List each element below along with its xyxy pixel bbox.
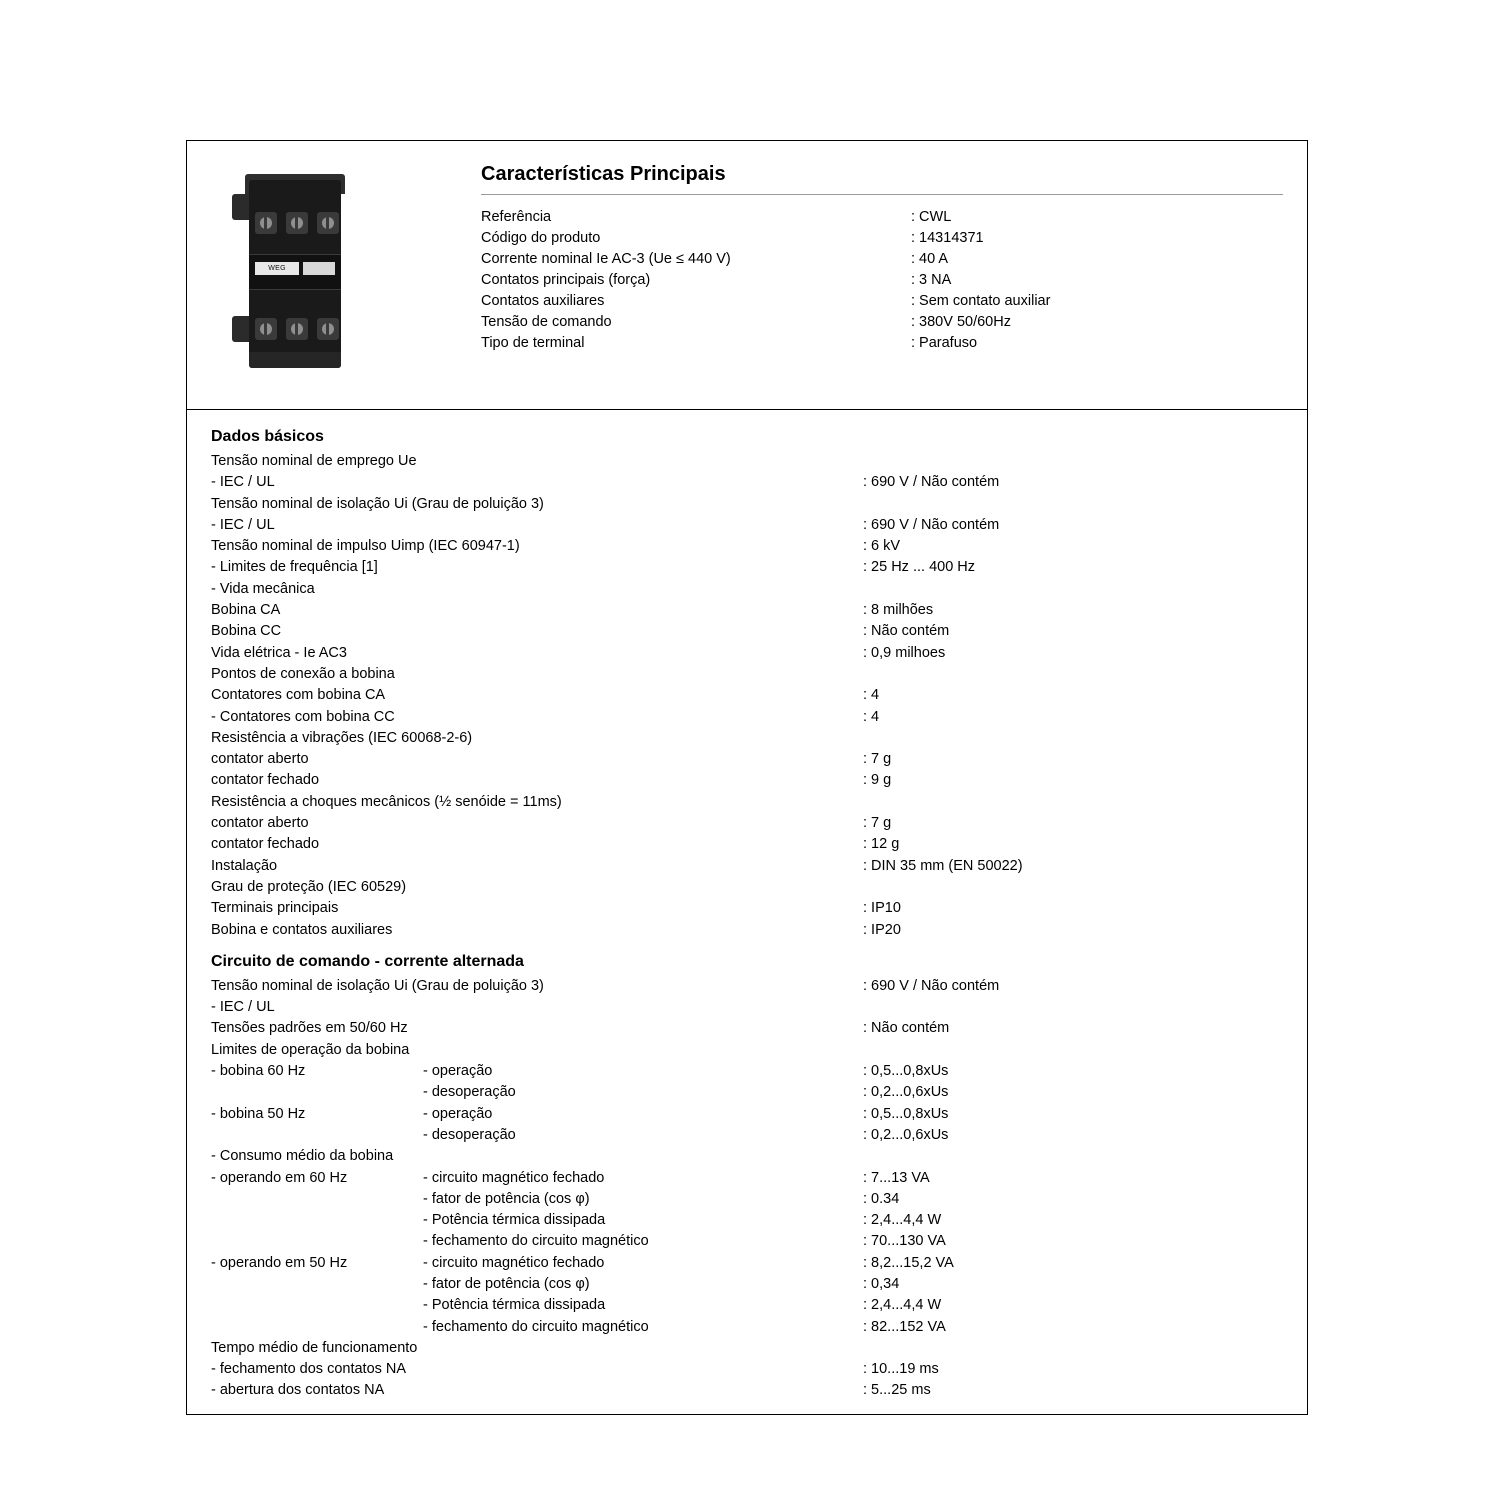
data-row (211, 1061, 1283, 1082)
spec-row (481, 270, 1283, 291)
data-row-sublabel: - fechamento do circuito magnético (423, 1318, 649, 1335)
basic-data-rows (211, 451, 1283, 941)
data-row (211, 877, 1283, 898)
data-row-label: contator fechado (211, 772, 320, 789)
data-row-value: : 0,9 milhoes (863, 644, 946, 661)
data-row (211, 834, 1283, 855)
data-row (211, 920, 1283, 941)
data-row (211, 664, 1283, 685)
data-row (211, 685, 1283, 706)
header-content (457, 141, 1307, 409)
top-terminals (255, 212, 339, 234)
data-row (211, 1338, 1283, 1359)
data-row-value: : 2,4...4,4 W (863, 1212, 942, 1229)
data-row-label: Tensão nominal de emprego Ue (211, 453, 417, 469)
spec-row (481, 228, 1283, 249)
data-row (211, 1146, 1283, 1167)
data-row-sublabel: - Potência térmica dissipada (423, 1212, 606, 1229)
data-row-label: - operando em 60 Hz (211, 1169, 348, 1186)
data-row-sublabel: - Potência térmica dissipada (423, 1297, 606, 1314)
spec-label: Código do produto (481, 230, 601, 246)
data-row (211, 792, 1283, 813)
section-title-basic-data: Dados básicos (211, 428, 324, 445)
data-row-label: Tempo médio de funcionamento (211, 1339, 418, 1356)
data-row-label: - IEC / UL (211, 516, 275, 533)
data-row-value (863, 664, 1283, 685)
data-row (211, 1253, 1283, 1274)
data-row-label: Tensões padrões em 50/60 Hz (211, 1020, 408, 1037)
data-row-value: : 8 milhões (863, 602, 934, 619)
data-row (211, 557, 1283, 578)
data-row-label: Tensão nominal de impulso Uimp (IEC 60947-1) (211, 538, 520, 555)
data-row-sublabel: - circuito magnético fechado (423, 1254, 605, 1271)
data-row-sublabel: - desoperação (423, 1084, 516, 1101)
data-row-label: Tensão nominal de isolação Ui (Grau de poluição 3) (211, 495, 544, 512)
product-image (187, 141, 457, 409)
data-row (211, 976, 1283, 997)
data-row-label: - operando em 50 Hz (211, 1254, 348, 1271)
brand-label: WEG (255, 262, 299, 275)
data-row (211, 1380, 1283, 1401)
data-row-label: Grau de proteção (IEC 60529) (211, 878, 407, 895)
data-row (211, 1317, 1283, 1338)
spec-row (481, 249, 1283, 270)
data-row (211, 472, 1283, 493)
data-row (211, 1210, 1283, 1231)
data-row (211, 451, 1283, 472)
data-row-sublabel: - operação (423, 1063, 493, 1080)
spec-label: Contatos principais (força) (481, 272, 651, 288)
data-row-value: : 4 (863, 708, 880, 725)
data-row-value: : 25 Hz ... 400 Hz (863, 559, 976, 576)
data-row-label (211, 1189, 423, 1210)
data-row-value: : 5...25 ms (863, 1382, 931, 1399)
spec-value: : CWL (911, 209, 952, 225)
data-row-label: contator fechado (211, 836, 320, 853)
data-row-value (863, 494, 1283, 515)
data-row-value: : 9 g (863, 772, 892, 789)
data-row-value: : 690 V / Não contém (863, 516, 1000, 533)
data-row-value: : Não contém (863, 623, 950, 640)
data-row (211, 621, 1283, 642)
data-row-label (211, 1210, 423, 1231)
data-row-value: : 2,4...4,4 W (863, 1297, 942, 1314)
data-row (211, 856, 1283, 877)
data-row-value: : 0,5...0,8xUs (863, 1105, 949, 1122)
data-row (211, 770, 1283, 791)
data-row-label: - IEC / UL (211, 474, 275, 491)
data-row-label: Resistência a choques mecânicos (½ senóide = 11ms) (211, 793, 562, 810)
technical-data-panel (186, 410, 1308, 1415)
data-row-value: : 690 V / Não contém (863, 474, 1000, 491)
data-row-value: : 0,5...0,8xUs (863, 1063, 949, 1080)
data-row-sublabel: - fator de potência (cos φ) (423, 1275, 590, 1292)
data-row-value: : 7 g (863, 751, 892, 768)
data-row-value: : IP10 (863, 900, 901, 917)
data-row-label (211, 1295, 423, 1316)
data-row-sublabel: - desoperação (423, 1126, 516, 1143)
data-row (211, 813, 1283, 834)
datasheet-page (186, 140, 1308, 1415)
section-title-ac-control: Circuito de comando - corrente alternada (211, 952, 524, 970)
data-row-label: Limites de operação da bobina (211, 1041, 410, 1058)
data-row (211, 579, 1283, 600)
data-row (211, 749, 1283, 770)
data-row (211, 536, 1283, 557)
data-row-label: - fechamento dos contatos NA (211, 1361, 407, 1378)
data-row-value: : 8,2...15,2 VA (863, 1254, 954, 1271)
data-row-sublabel: - operação (423, 1105, 493, 1122)
data-row-label: - Contatores com bobina CC (211, 708, 395, 725)
data-row-label: Instalação (211, 857, 278, 874)
spec-value: : 3 NA (911, 272, 952, 288)
data-row (211, 707, 1283, 728)
data-row (211, 1189, 1283, 1210)
data-row-value (863, 1338, 1283, 1359)
data-row-label: - IEC / UL (211, 999, 275, 1016)
data-row-label: - Consumo médio da bobina (211, 1148, 394, 1165)
data-row-label: Bobina CA (211, 602, 281, 619)
bottom-terminals (255, 318, 339, 340)
data-row-label: Tensão nominal de isolação Ui (Grau de poluição 3) (211, 977, 544, 994)
data-row-label: Resistência a vibrações (IEC 60068-2-6) (211, 729, 473, 746)
data-row-value (863, 792, 1283, 813)
data-row-value (863, 579, 1283, 600)
data-row-value: : 82...152 VA (863, 1318, 946, 1335)
data-row-label: - Limites de frequência [1] (211, 559, 378, 576)
data-row-value (863, 1146, 1283, 1167)
spec-label: Tensão de comando (481, 314, 612, 330)
spec-value: : 14314371 (911, 230, 984, 246)
data-row-label: - bobina 60 Hz (211, 1063, 306, 1080)
data-row (211, 515, 1283, 536)
data-row (211, 1125, 1283, 1146)
data-row (211, 600, 1283, 621)
spec-value: : Parafuso (911, 335, 978, 351)
data-row-label (211, 1317, 423, 1338)
data-row (211, 728, 1283, 749)
data-row-sublabel: - fechamento do circuito magnético (423, 1233, 649, 1250)
data-row-label (211, 1231, 423, 1252)
spec-label: Tipo de terminal (481, 335, 585, 351)
data-row (211, 1359, 1283, 1380)
data-row-value (863, 451, 1283, 472)
data-row (211, 643, 1283, 664)
data-row-value: : DIN 35 mm (EN 50022) (863, 857, 1023, 874)
data-row-label (211, 1274, 423, 1295)
data-row-value: : 0.34 (863, 1190, 900, 1207)
data-row-label (211, 1082, 423, 1103)
data-row-value: : 6 kV (863, 538, 901, 555)
data-row (211, 1295, 1283, 1316)
data-row-value: : 12 g (863, 836, 900, 853)
data-row-value: : IP20 (863, 921, 901, 938)
spec-row (481, 333, 1283, 354)
data-row-value: : 0,2...0,6xUs (863, 1084, 949, 1101)
data-row-label: Pontos de conexão a bobina (211, 665, 395, 682)
data-row (211, 997, 1283, 1018)
spec-label: Contatos auxiliares (481, 293, 605, 309)
spec-label: Corrente nominal Ie AC-3 (Ue ≤ 440 V) (481, 251, 731, 267)
data-row-sublabel: - fator de potência (cos φ) (423, 1190, 590, 1207)
data-row-value: : 0,2...0,6xUs (863, 1126, 949, 1143)
data-row (211, 1104, 1283, 1125)
data-row-value (863, 877, 1283, 898)
data-row-label: contator aberto (211, 815, 309, 832)
spec-row (481, 291, 1283, 312)
data-row (211, 1040, 1283, 1061)
spec-value: : Sem contato auxiliar (911, 293, 1051, 309)
data-row (211, 1018, 1283, 1039)
ac-control-rows (211, 976, 1283, 1402)
page-title: Características Principais (481, 163, 726, 185)
data-row (211, 494, 1283, 515)
spec-label: Referência (481, 209, 552, 225)
data-row-value: : 7...13 VA (863, 1169, 930, 1186)
data-row-value (863, 728, 1283, 749)
data-row-label: Vida elétrica - Ie AC3 (211, 644, 347, 661)
data-row-value: : 10...19 ms (863, 1361, 939, 1378)
data-row-label: - abertura dos contatos NA (211, 1382, 385, 1399)
data-row-label (211, 1125, 423, 1146)
data-row-value: : 690 V / Não contém (863, 977, 1000, 994)
data-row-label: Contatores com bobina CA (211, 687, 386, 704)
data-row-label: contator aberto (211, 751, 309, 768)
data-row (211, 1274, 1283, 1295)
data-row-value: : 0,34 (863, 1275, 900, 1292)
data-row-label: Bobina e contatos auxiliares (211, 921, 393, 938)
data-row (211, 1231, 1283, 1252)
data-row-value: : 7 g (863, 815, 892, 832)
main-characteristics-panel (186, 140, 1308, 410)
data-row-label: - Vida mecânica (211, 580, 315, 597)
data-row-value: : 4 (863, 687, 880, 704)
data-row-value: : Não contém (863, 1020, 950, 1037)
data-row-label: - bobina 50 Hz (211, 1105, 306, 1122)
spec-row (481, 207, 1283, 228)
spec-row (481, 312, 1283, 333)
data-row-sublabel: - circuito magnético fechado (423, 1169, 605, 1186)
data-row-label: Bobina CC (211, 623, 282, 640)
contactor-illustration (227, 166, 359, 381)
data-row (211, 1082, 1283, 1103)
data-row-value: : 70...130 VA (863, 1233, 946, 1250)
title-divider (481, 194, 1283, 195)
data-row-value (863, 1040, 1283, 1061)
data-row (211, 898, 1283, 919)
data-row-value (863, 997, 1283, 1018)
data-row-label: Terminais principais (211, 900, 339, 917)
spec-value: : 380V 50/60Hz (911, 314, 1011, 330)
data-row (211, 1168, 1283, 1189)
spec-value: : 40 A (911, 251, 949, 267)
